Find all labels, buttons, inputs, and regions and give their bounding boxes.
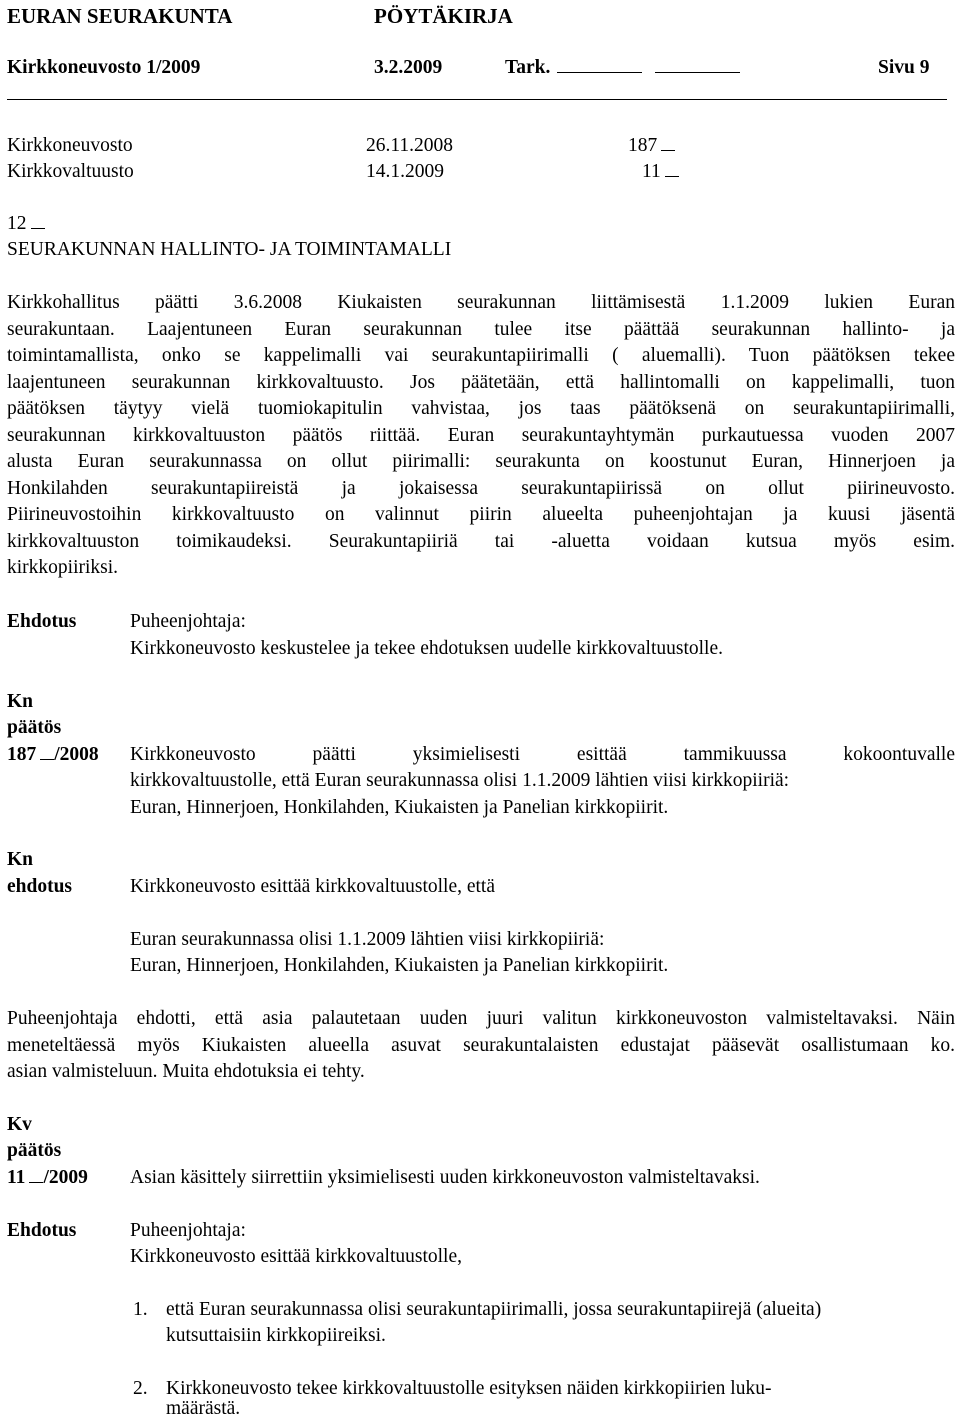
section-number-line <box>31 211 45 229</box>
kn-proposal-line-2: Euran seurakunnassa olisi 1.1.2009 lähtien viisi kirkkopiiriä: <box>130 929 605 950</box>
kn-proposal-label-2: ehdotus <box>7 876 73 897</box>
intro-line-1: Kirkkohallitus päätti 3.6.2008 Kiukaisten seurakunnan liittämisestä 1.1.2009 lukien Euran <box>7 292 955 313</box>
intro-line-8: Honkilahden seurakuntapiireistä ja jokaisessa seurakuntapiirissä on ollut piirineuvosto. <box>7 478 955 499</box>
intro-line-9: Piirineuvostoihin kirkkovaltuusto on valinnut piirin alueelta puheenjohtajan ja kuusi jäsentä <box>7 504 955 525</box>
kn-proposal-label-1: Kn <box>7 849 34 870</box>
check-blank-2 <box>655 55 740 73</box>
page-number: Sivu 9 <box>878 57 930 78</box>
section-title: SEURAKUNNAN HALLINTO- JA TOIMINTAMALLI <box>7 239 452 260</box>
meeting-date: 3.2.2009 <box>374 57 443 78</box>
ref-number-1-value: 187 <box>628 135 658 156</box>
kv-decision-number-value: 11 <box>7 1167 26 1188</box>
intro-line-4: laajentuneen seurakunnan kirkkovaltuusto. Jos päätetään, että hallintomalli on kappelimalli, tuon <box>7 372 955 393</box>
chair-line-2: meneteltäessä myös Kiukaisten alueella asuvat seurakuntalaisten edustajat pääsevät osallistumaan ko. <box>7 1035 955 1056</box>
kn-proposal-line-1: Kirkkoneuvosto esittää kirkkovaltuustolle, että <box>130 876 496 897</box>
check-blank-1 <box>557 55 642 73</box>
kn-decision-number <box>7 742 99 769</box>
intro-line-3: toimintamallista, onko se kappelimalli vai seurakuntapiirimalli ( aluemalli). Tuon päätöksen tekee <box>7 345 955 366</box>
proposal-speaker: Puheenjohtaja: <box>130 611 246 632</box>
kn-proposal-line-3: Euran, Hinnerjoen, Honkilahden, Kiukaisten ja Panelian kirkkopiirit. <box>130 955 669 976</box>
proposal2-item-1-line-2: kutsuttaisiin kirkkopiireiksi. <box>166 1325 386 1346</box>
kn-decision-number-line <box>40 742 54 760</box>
section-number-value: 12 <box>7 213 27 234</box>
ref-number-1 <box>628 133 675 160</box>
ref-number-2-line <box>665 159 679 177</box>
ref-body-2: Kirkkovaltuusto <box>7 161 134 182</box>
kn-decision-label-1: Kn <box>7 691 34 712</box>
proposal-label: Ehdotus <box>7 611 77 632</box>
document-type: PÖYTÄKIRJA <box>374 4 513 28</box>
ref-number-1-line <box>661 133 675 151</box>
section-number <box>7 211 45 238</box>
chair-line-3: asian valmisteluun. Muita ehdotuksia ei tehty. <box>7 1061 365 1082</box>
proposal2-item-1-line-1: että Euran seurakunnassa olisi seurakuntapiirimalli, jossa seurakuntapiirejä (alueita) <box>166 1299 822 1320</box>
proposal2-speaker: Puheenjohtaja: <box>130 1220 246 1241</box>
kn-decision-year: /2008 <box>54 744 99 765</box>
intro-line-6: seurakunnan kirkkovaltuuston päätös riittää. Euran seurakuntayhtymän purkautuessa vuoden 2007 <box>7 425 955 446</box>
ref-number-2 <box>642 159 679 186</box>
kn-decision-label-2: päätös <box>7 717 62 738</box>
kn-decision-line-3: Euran, Hinnerjoen, Honkilahden, Kiukaisten ja Panelian kirkkopiirit. <box>130 797 669 818</box>
intro-line-10: kirkkovaltuuston toimikaudeksi. Seurakuntapiiriä tai -aluetta voidaan kutsua myös esim. <box>7 531 955 552</box>
kv-decision-text: Asian käsittely siirrettiin yksimielisesti uuden kirkkoneuvoston valmisteltavaksi. <box>130 1167 760 1188</box>
intro-line-5: päätöksen täytyy vielä tuomiokapitulin vahvistaa, jos taas päätöksenä on seurakuntapiirimalli, <box>7 398 955 419</box>
proposal2-item-2-line-2: määrästä. <box>166 1398 241 1419</box>
chair-line-1: Puheenjohtaja ehdotti, että asia palautetaan uuden juuri valitun kirkkoneuvoston valmisteltavaksi. Näin <box>7 1008 955 1029</box>
check-field <box>505 55 740 82</box>
intro-line-2: seurakuntaan. Laajentuneen Euran seurakunnan tulee itse päättää seurakunnan hallinto- ja <box>7 319 955 340</box>
ref-date-2: 14.1.2009 <box>366 161 444 182</box>
intro-line-11: kirkkopiiriksi. <box>7 557 119 578</box>
proposal2-item-2-line-1: Kirkkoneuvosto tekee kirkkovaltuustolle esityksen näiden kirkkopiirien luku- <box>166 1378 772 1399</box>
ref-body-1: Kirkkoneuvosto <box>7 135 133 156</box>
organization-name: EURAN SEURAKUNTA <box>7 4 233 28</box>
intro-line-7: alusta Euran seurakunnassa on ollut piirimalli: seurakunta on koostunut Euran, Hinnerjoen ja <box>7 451 955 472</box>
kv-decision-number <box>7 1165 88 1192</box>
meeting-body-session: Kirkkoneuvosto 1/2009 <box>7 57 201 78</box>
kv-decision-label-2: päätös <box>7 1140 62 1161</box>
proposal-text: Kirkkoneuvosto keskustelee ja tekee ehdotuksen uudelle kirkkovaltuustolle. <box>130 638 723 659</box>
ref-date-1: 26.11.2008 <box>366 135 454 156</box>
proposal2-text: Kirkkoneuvosto esittää kirkkovaltuustolle, <box>130 1246 462 1267</box>
proposal2-label: Ehdotus <box>7 1220 77 1241</box>
kn-decision-number-value: 187 <box>7 744 37 765</box>
proposal2-item-1-num: 1. <box>133 1299 148 1320</box>
kn-decision-line-2: kirkkovaltuustolle, että Euran seurakunnassa olisi 1.1.2009 lähtien viisi kirkkopiiriä: <box>130 770 790 791</box>
ref-number-2-value: 11 <box>642 161 661 182</box>
proposal2-item-2-num: 2. <box>133 1378 148 1399</box>
header-rule <box>7 99 947 100</box>
kv-decision-label-1: Kv <box>7 1114 32 1135</box>
kv-decision-year: /2009 <box>43 1167 88 1188</box>
kn-decision-line-1: Kirkkoneuvosto päätti yksimielisesti esittää tammikuussa kokoontuvalle <box>130 744 955 765</box>
kv-decision-number-line <box>29 1165 43 1183</box>
check-label: Tark. <box>505 57 551 78</box>
